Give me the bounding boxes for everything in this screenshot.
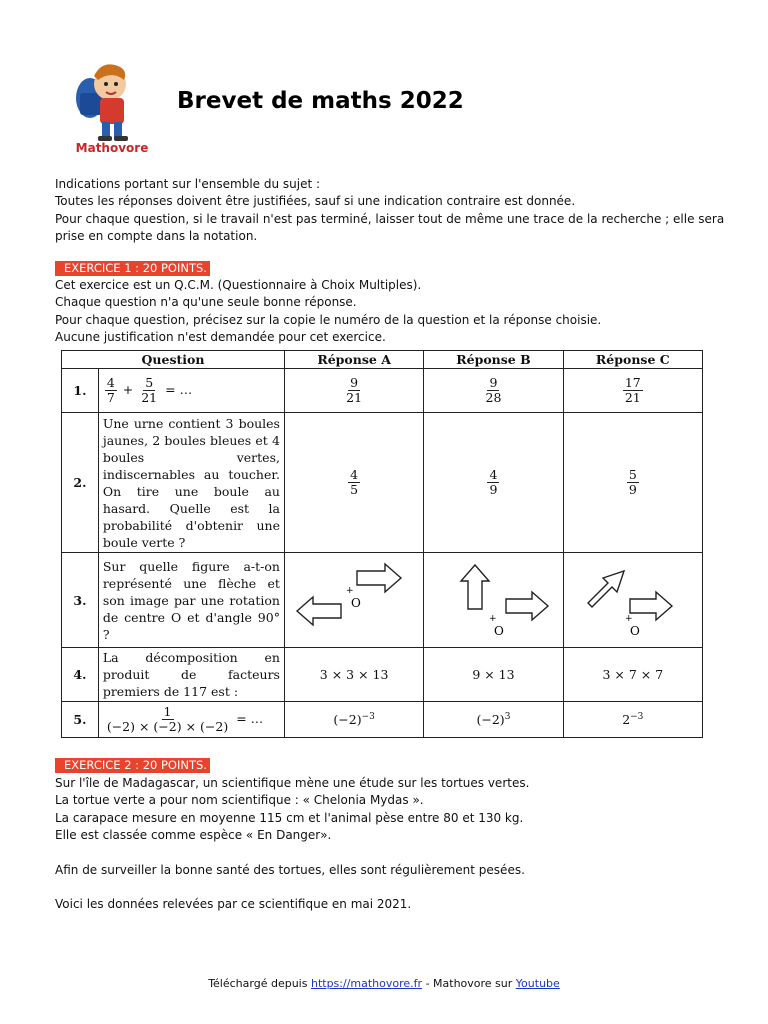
exercise-2-badge: EXERCICE 2 : 20 POINTS. [55, 758, 210, 773]
exercise-2 [55, 757, 725, 914]
svg-text:+: + [624, 613, 633, 624]
rotation-figure-b [428, 559, 558, 639]
question-cell: La décomposition en produit de facteurs premiers de 117 est : [98, 648, 284, 702]
exercise-1-line: Pour chaque question, précisez sur la copie le numéro de la question et la réponse choisie. [55, 312, 602, 327]
answer-c: $\frac{5}{9}$ [563, 413, 702, 553]
header-answer-a: Réponse A [284, 351, 423, 369]
table-row [62, 369, 703, 413]
table-row [62, 553, 703, 648]
question-number: 4. [62, 648, 99, 702]
qcm-header-row [62, 351, 703, 369]
exercise-2-paragraph: Afin de surveiller la bonne santé des tortues, elles sont régulièrement pesées. [55, 862, 525, 877]
question-cell: $\frac{1}{(-2) \times (-2) \times (-2)}$ = … [98, 702, 284, 738]
fraction: $\frac{4}{7}$ [106, 375, 115, 405]
answer-b: 9 × 13 [424, 648, 563, 702]
question-cell: Une urne contient 3 boules jaunes, 2 boules bleues et 4 boules vertes, indiscernables au toucher. On tire une boule au hasard. Quelle est la probabilité d'obtenir une boule verte ? [98, 413, 284, 553]
answer-a: $\frac{4}{5}$ [284, 413, 423, 553]
answer-a: $(-2)^{-3}$ [284, 702, 423, 738]
answer-c [563, 553, 702, 648]
header-answer-c: Réponse C [563, 351, 702, 369]
answer-a [284, 553, 423, 648]
answer-b: $(-2)^3$ [424, 702, 563, 738]
svg-text:O: O [351, 595, 361, 610]
question-cell: Sur quelle figure a-t-on représenté une flèche et son image par une rotation de centre O et d'angle 90° ? [98, 553, 284, 648]
exercise-1 [55, 260, 725, 346]
exercise-2-paragraph: Voici les données relevées par ce scientifique en mai 2021. [55, 897, 412, 911]
header-answer-b: Réponse B [424, 351, 563, 369]
exercise-2-line: La tortue verte a pour nom scientifique : « Chelonia Mydas ». [55, 793, 424, 807]
svg-text:O: O [494, 623, 505, 638]
answer-b: $\frac{9}{28}$ [424, 369, 563, 413]
answer-a: 3 × 3 × 13 [284, 648, 423, 702]
fraction: $\frac{5}{21}$ [141, 375, 158, 405]
question-number: 3. [62, 553, 99, 648]
header-question: Question [62, 351, 285, 369]
question-number: 1. [62, 369, 99, 413]
youtube-link[interactable]: Youtube [515, 977, 560, 990]
table-row [62, 702, 703, 738]
exercise-2-line: Sur l'île de Madagascar, un scientifique mène une étude sur les tortues vertes. [55, 775, 530, 790]
table-row [62, 413, 703, 553]
page-footer: Téléchargé depuis https://mathovore.fr - Mathovore sur Youtube [208, 977, 560, 990]
answer-b [424, 553, 563, 648]
instruction-line: Pour chaque question, si le travail n'est pas terminé, laisser tout de même une trace de la recherche ; elle sera prise en compte dans la notation. [55, 211, 725, 244]
table-row [62, 648, 703, 702]
exercise-1-line: Chaque question n'a qu'une seule bonne réponse. [55, 295, 357, 310]
answer-c: $\frac{17}{21}$ [563, 369, 702, 413]
question-number: 2. [62, 413, 99, 553]
exercise-1-line: Aucune justification n'est demandée pour cet exercice. [55, 329, 386, 344]
svg-text:Mathovore: Mathovore [75, 141, 149, 155]
page-title: Brevet de maths 2022 [177, 88, 464, 114]
svg-text:O: O [629, 623, 640, 638]
rotation-figure-c [568, 559, 698, 639]
exercise-2-line: La carapace mesure en moyenne 115 cm et l'animal pèse entre 80 et 130 kg. [55, 810, 524, 825]
question-number: 5. [62, 702, 99, 738]
instruction-line: Toutes les réponses doivent être justifiées, sauf si une indication contraire est donnée. [55, 194, 576, 209]
mathovore-link[interactable]: https://mathovore.fr [310, 977, 423, 990]
general-instructions [55, 176, 725, 246]
answer-c: $2^{-3}$ [563, 702, 702, 738]
exercise-2-line: Elle est classée comme espèce « En Danger». [55, 828, 332, 842]
answer-b: $\frac{4}{9}$ [424, 413, 563, 553]
fraction: $\frac{1}{(-2) \times (-2) \times (-2)}$ [106, 704, 229, 734]
exercise-1-badge: EXERCICE 1 : 20 POINTS. [55, 261, 210, 276]
exercise-1-line: Cet exercice est un Q.C.M. (Questionnaire à Choix Multiples). [55, 278, 422, 293]
answer-a: $\frac{9}{21}$ [284, 369, 423, 413]
answer-c: 3 × 7 × 7 [563, 648, 702, 702]
svg-text:+: + [346, 585, 354, 596]
svg-text:+: + [489, 613, 497, 624]
qcm-table [61, 350, 703, 738]
instruction-line: Indications portant sur l'ensemble du sujet : [55, 177, 321, 191]
rotation-figure-a [289, 559, 419, 639]
mathovore-logo [62, 58, 162, 158]
question-cell: $\frac{4}{7}$ + $\frac{5}{21}$ = … [98, 369, 284, 413]
